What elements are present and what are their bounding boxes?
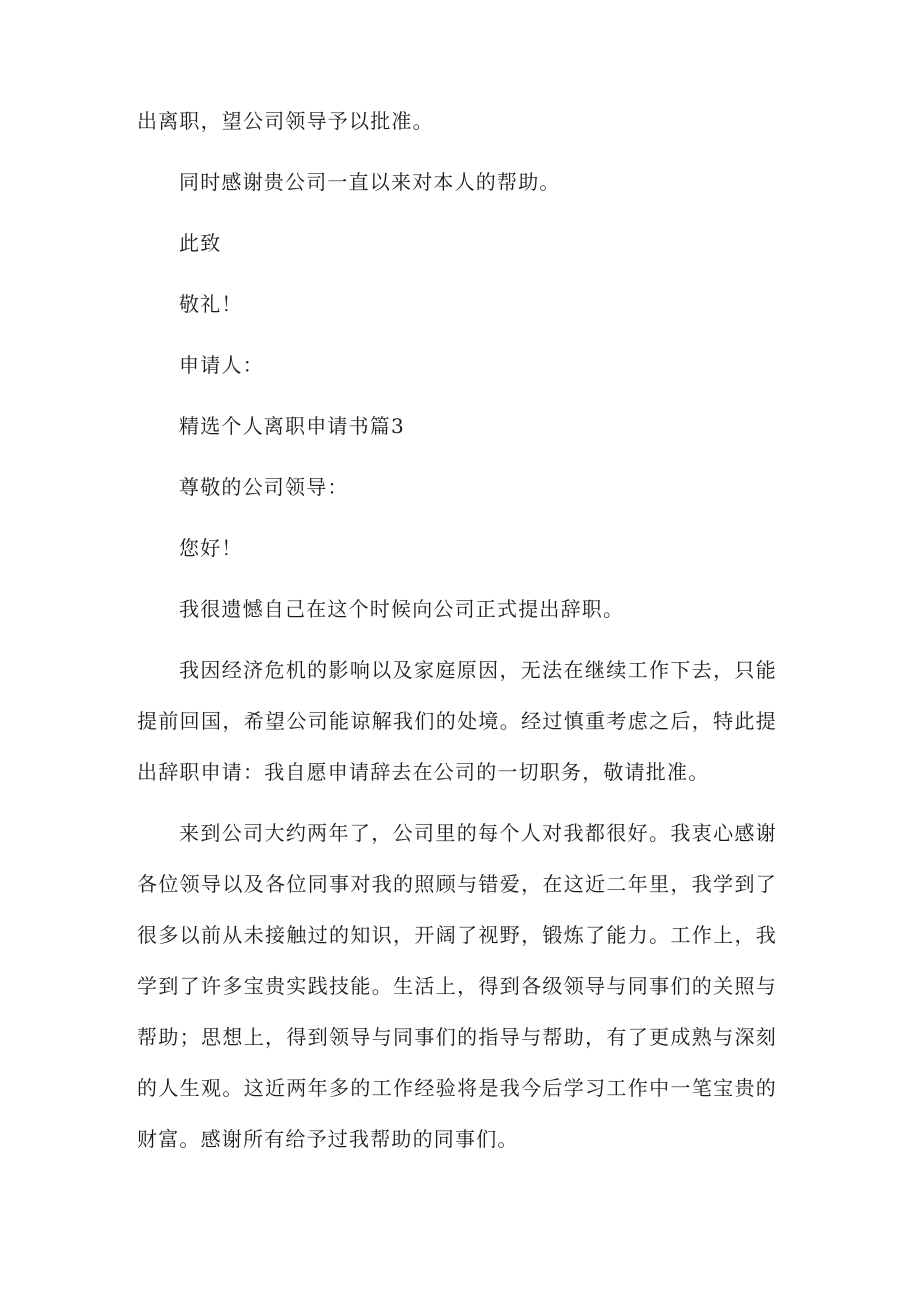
letter-hello: 您好！ <box>179 536 243 560</box>
closing-regards: 敬礼！ <box>179 292 243 316</box>
paragraph-continuation: 出离职，望公司领导予以批准。 <box>137 109 434 133</box>
letter-greeting: 尊敬的公司领导： <box>179 475 349 499</box>
paragraph-gratitude: 来到公司大约两年了，公司里的每个人对我都很好。我衷心感谢各位领导以及各位同事对我的照顾与错爱，在这近二年里，我学到了很多以前从未接触过的知识，开阔了视野，锻炼了能力。工作上，我学到了许多宝贵实践技能。生活上，得到各级领导与同事们的关照与帮助；思想上，得到领导与同事们的指导与帮助，有了更成熟与深刻的人生观。这近两年多的工作经验将是我今后学习工作中一笔宝贵的财富。感谢所有给予过我帮助的同事们。 <box>137 821 777 1151</box>
closing-salutation: 此致 <box>179 231 222 255</box>
applicant-label: 申请人： <box>179 353 264 377</box>
document-body <box>137 96 777 1165</box>
paragraph-resignation: 我很遗憾自己在这个时候向公司正式提出辞职。 <box>179 597 625 621</box>
paragraph-reason: 我因经济危机的影响以及家庭原因，无法在继续工作下去，只能提前回国，希望公司能谅解我们的处境。经过慎重考虑之后，特此提出辞职申请：我自愿申请辞去在公司的一切职务，敬请批准。 <box>137 658 777 784</box>
section-heading: 精选个人离职申请书篇3 <box>179 414 405 438</box>
paragraph-thanks: 同时感谢贵公司一直以来对本人的帮助。 <box>179 170 561 194</box>
